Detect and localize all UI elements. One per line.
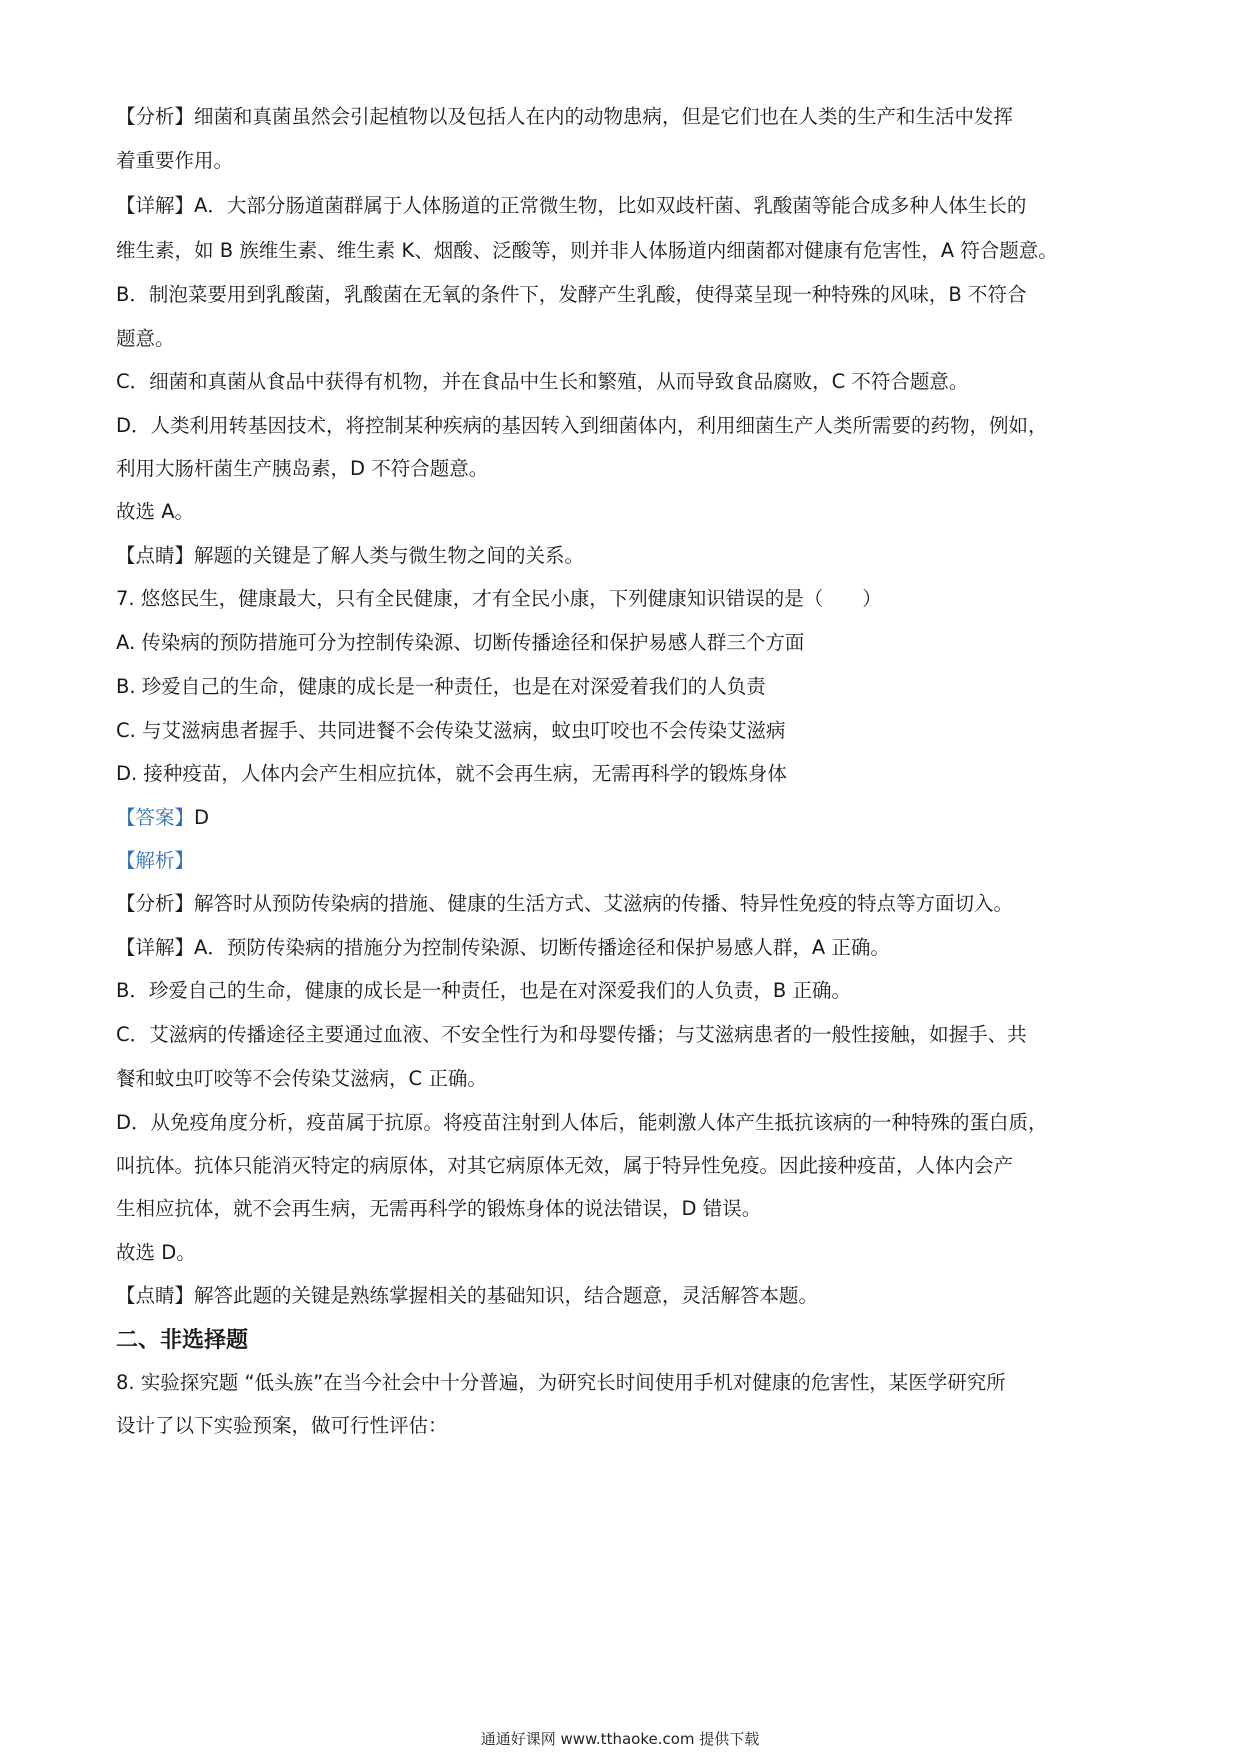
text-line: B．制泡菜要用到乳酸菌，乳酸菌在无氧的条件下，发酵产生乳酸，使得菜呈现一种特殊的风味，B 不符合 [116,283,1027,306]
text-line: 【详解】A．大部分肠道菌群属于人体肠道的正常微生物，比如双歧杆菌、乳酸菌等能合成多种人体生长的 [116,194,1027,217]
text-line: B. 珍爱自己的生命，健康的成长是一种责任，也是在对深爱着我们的人负责 [116,675,766,698]
text-line: 【点睛】解题的关键是了解人类与微生物之间的关系。 [116,544,585,567]
page-footer: 通通好课网 www.tthaoke.com 提供下载 [480,1730,760,1748]
section-heading: 二、非选择题 [116,1328,249,1353]
text-line: A. 传染病的预防措施可分为控制传染源、切断传播途径和保护易感人群三个方面 [116,631,805,654]
text-line: D．从免疫角度分析，疫苗属于抗原。将疫苗注射到人体后，能刺激人体产生抵抗该病的一种特殊的蛋白质， [116,1111,1048,1134]
text-line: C．艾滋病的传播途径主要通过血液、不安全性行为和母婴传播；与艾滋病患者的一般性接触，如握手、共 [116,1023,1027,1046]
text-line: 【分析】解答时从预防传染病的措施、健康的生活方式、艾滋病的传播、特异性免疫的特点等方面切入。 [116,892,1014,915]
text-line: 叫抗体。抗体只能消灭特定的病原体，对其它病原体无效，属于特异性免疫。因此接种疫苗，人体内会产 [116,1154,1014,1177]
text-line: 7. 悠悠民生，健康最大，只有全民健康，才有全民小康，下列健康知识错误的是（ ） [116,587,882,610]
text-line: 8. 实验探究题 “低头族”在当今社会中十分普遍，为研究长时间使用手机对健康的危害性，某医学研究所 [116,1371,1006,1394]
text-line: 利用大肠杆菌生产胰岛素，D 不符合题意。 [116,457,489,480]
answer-label: 【答案】 [116,806,195,829]
text-line: D. 接种疫苗，人体内会产生相应抗体，就不会再生病，无需再科学的锻炼身体 [116,762,787,785]
text-line: 【详解】A．预防传染病的措施分为控制传染源、切断传播途径和保护易感人群，A 正确。 [116,936,890,959]
text-line: 题意。 [116,327,175,350]
text-line: 餐和蚊虫叮咬等不会传染艾滋病，C 正确。 [116,1067,487,1090]
text-line: D．人类利用转基因技术，将控制某种疾病的基因转入到细菌体内，利用细菌生产人类所需要的药物，例如， [116,414,1048,437]
text-line: 着重要作用。 [116,149,234,172]
text-line: 【分析】细菌和真菌虽然会引起植物以及包括人在内的动物患病，但是它们也在人类的生产和生活中发挥 [116,105,1014,128]
text-line: 维生素，如 B 族维生素、维生素 K、烟酸、泛酸等，则并非人体肠道内细菌都对健康有危害性，A 符合题意。 [116,239,1058,262]
analysis-label: 【解析】 [116,849,195,872]
text-line: 故选 A。 [116,500,195,523]
text-line: 故选 D。 [116,1241,196,1264]
text-line: B．珍爱自己的生命，健康的成长是一种责任，也是在对深爱我们的人负责，B 正确。 [116,979,851,1002]
text-line: 生相应抗体，就不会再生病，无需再科学的锻炼身体的说法错误，D 错误。 [116,1197,762,1220]
answer-value: D [194,806,210,829]
text-line: C．细菌和真菌从食品中获得有机物，并在食品中生长和繁殖，从而导致食品腐败，C 不符合题意。 [116,370,969,393]
text-line: 设计了以下实验预案，做可行性评估： [116,1414,448,1437]
text-line: 【点睛】解答此题的关键是熟练掌握相关的基础知识，结合题意，灵活解答本题。 [116,1284,819,1307]
answer-line [116,803,1136,833]
text-line: C. 与艾滋病患者握手、共同进餐不会传染艾滋病，蚊虫叮咬也不会传染艾滋病 [116,719,786,742]
